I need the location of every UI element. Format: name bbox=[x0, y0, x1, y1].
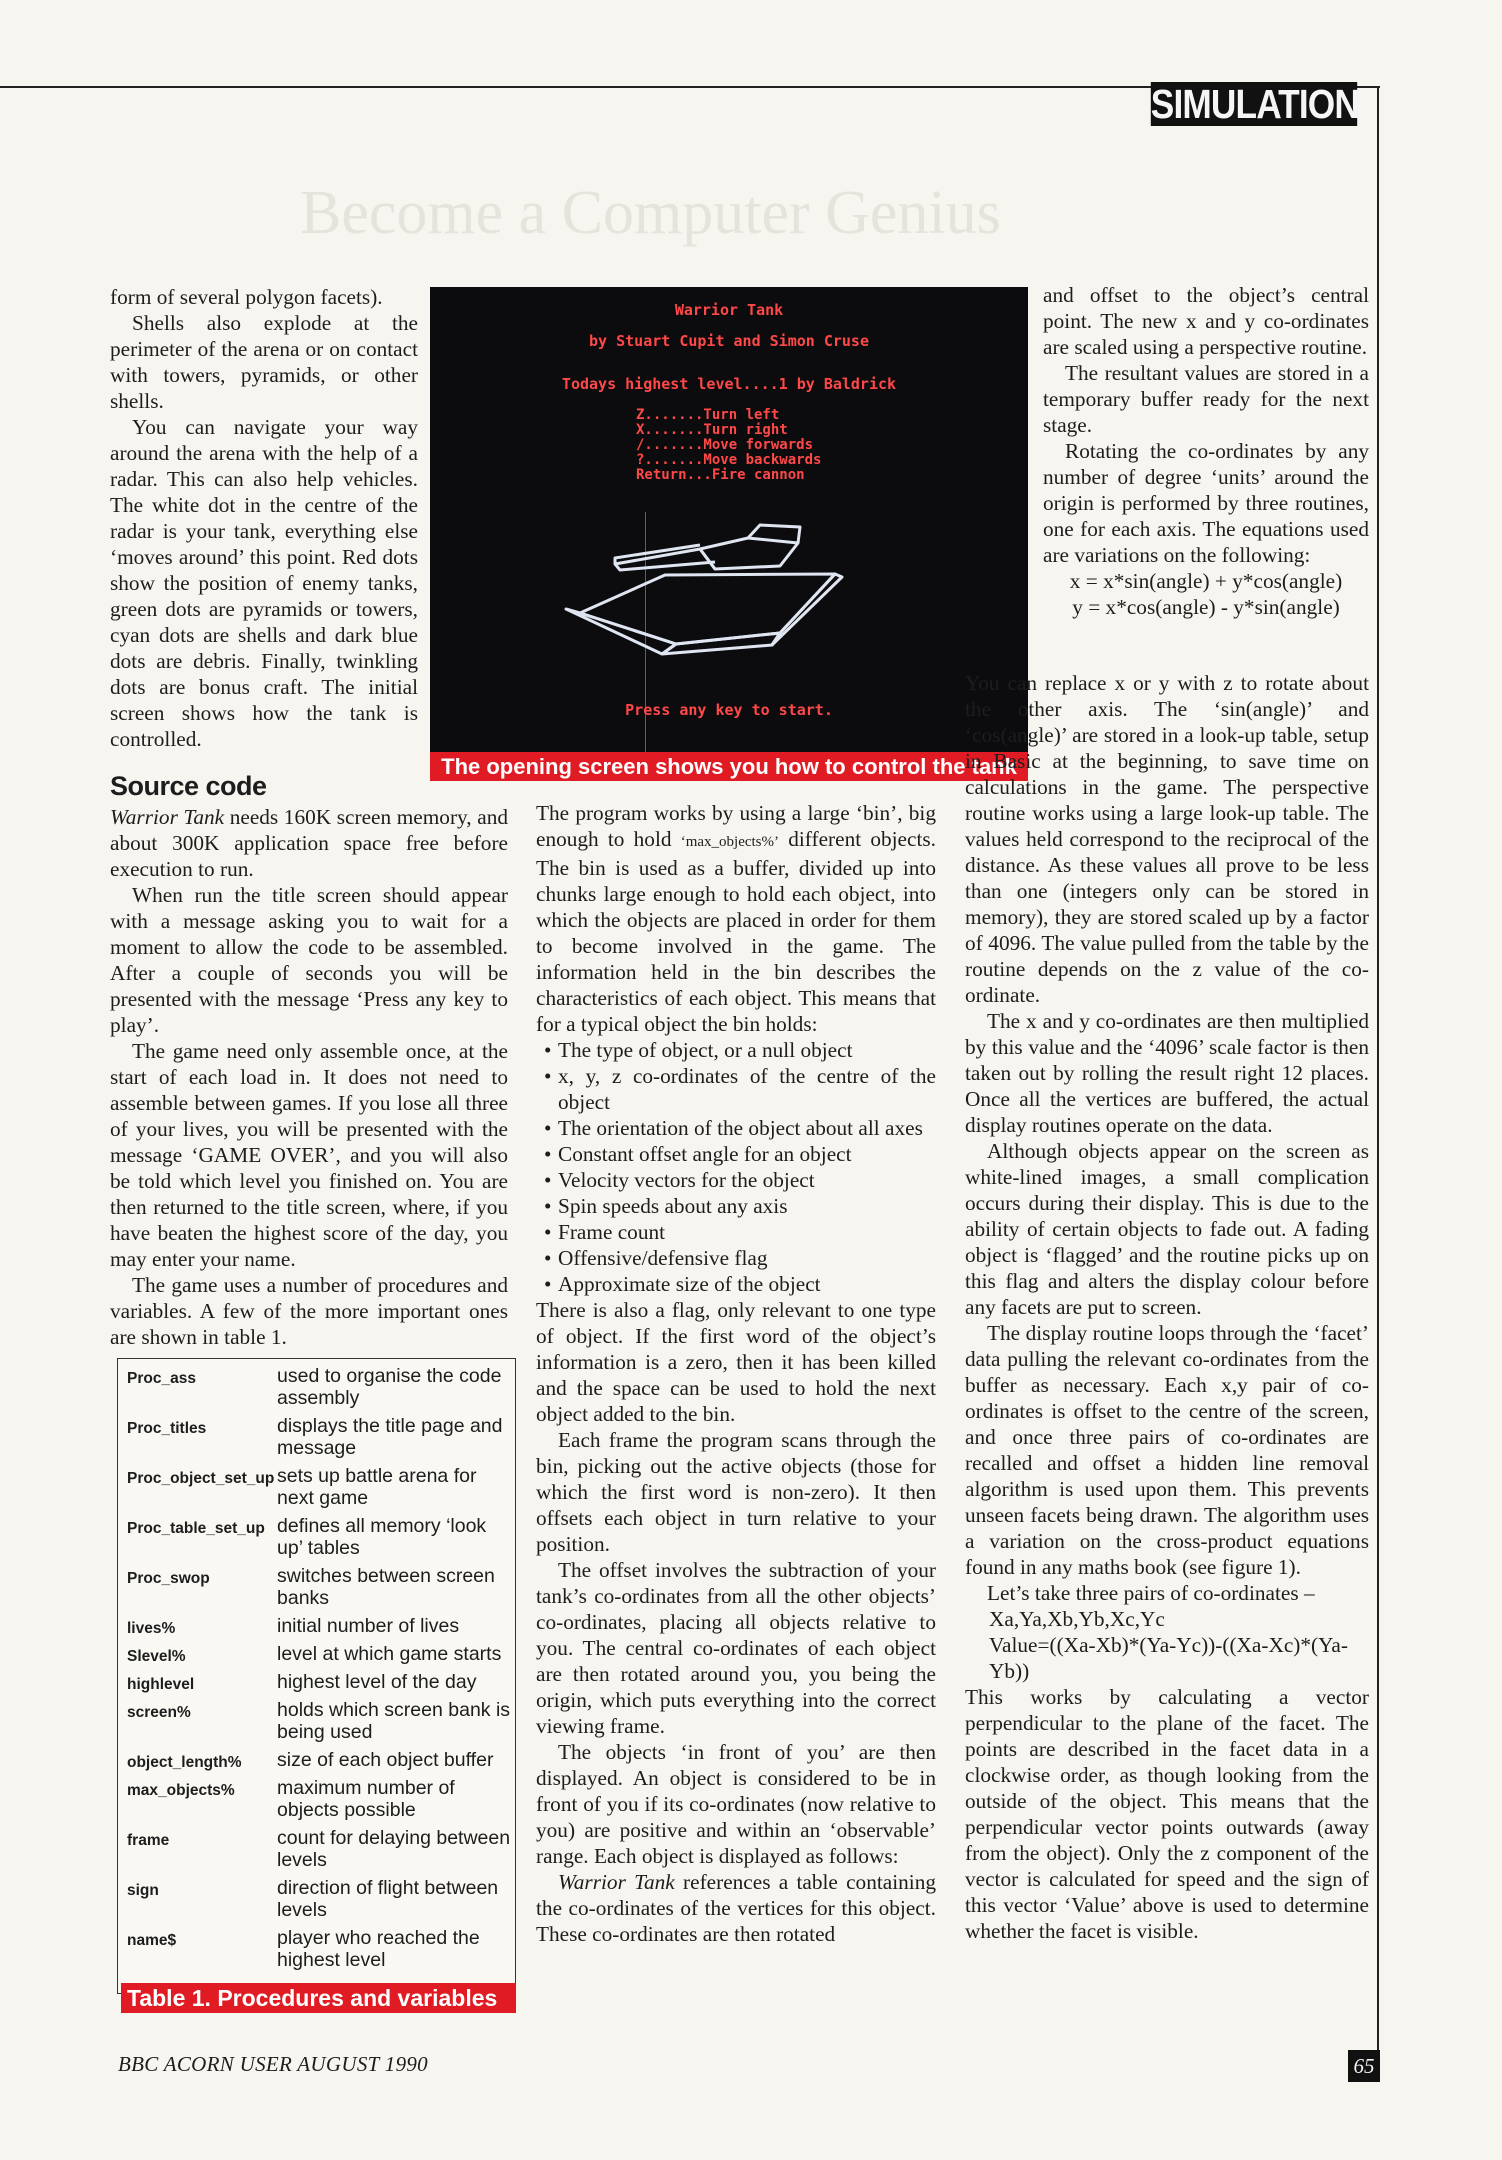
column-1 bbox=[110, 284, 418, 752]
col1-para-2: Shells also explode at the perimeter of the arena or on contact with towers, pyramids, or other shells. bbox=[110, 311, 418, 413]
proc-desc: player who reached the highest level bbox=[277, 1927, 480, 1971]
game-screenshot bbox=[430, 287, 1028, 777]
table-row bbox=[118, 1413, 515, 1463]
col1-para-3: You can navigate your way around the arena with the help of a radar. This can also help vehicles. The white dot in the centre of the radar is your tank, everything else ‘moves around’ this point. Red dots show the position of enemy tanks, green dots are pyramids or towers, cyan dots are shells and dark blue dots are debris. Finally, twinkling dots are bonus craft. The initial screen shows how the tank is controlled. bbox=[110, 415, 418, 751]
procedures-table bbox=[118, 1363, 515, 1975]
col3-para-5: The x and y co-ordinates are then multiplied by this value and the ‘4096’ scale factor is then taken out by rolling the result right 12 places. Once all the vertices are buffered, the actual display routines operate on the data. bbox=[965, 1009, 1369, 1137]
equation-1: x = x*sin(angle) + y*cos(angle) bbox=[1069, 569, 1343, 593]
col3-para-11: This works by calculating a vector perpendicular to the plane of the facet. The points are described in the facet data in a clockwise order, as though looking from the outside of the object. This means that the perpendicular vector points outwards (away from the object). Only the z component of the vector is calculated for speed and the sign of this vector ‘Value’ above is used to determine whether the facet is visible. bbox=[965, 1685, 1369, 1943]
list-item: • Velocity vectors for the object bbox=[536, 1167, 936, 1193]
proc-desc: switches between screen banks bbox=[277, 1565, 495, 1609]
table-row bbox=[118, 1925, 515, 1975]
proc-name: Proc_object_set_up bbox=[127, 1470, 275, 1487]
proc-name: screen% bbox=[127, 1704, 191, 1721]
proc-desc: direction of flight between levels bbox=[277, 1877, 499, 1921]
column-1-lower bbox=[110, 758, 508, 1350]
proc-desc: maximum number of objects possible bbox=[277, 1777, 455, 1821]
page-number: 65 bbox=[1348, 2050, 1380, 2082]
proc-name: name$ bbox=[127, 1932, 177, 1949]
screenshot-credits: by Stuart Cupit and Simon Cruse bbox=[589, 332, 869, 350]
list-item: • Spin speeds about any axis bbox=[536, 1193, 936, 1219]
col2-para-2: There is also a flag, only relevant to one type of object. If the first word of the object’s information is a zero, then it has been killed and the space can be used to hold the next object added to the bin. bbox=[536, 1298, 936, 1426]
table-row bbox=[118, 1669, 515, 1697]
table-row bbox=[118, 1363, 515, 1413]
col1-para-4-text: needs 160K screen memory, and about 300K application space free before execution to run. bbox=[110, 805, 508, 881]
proc-desc: level at which game starts bbox=[277, 1643, 502, 1665]
proc-name: sign bbox=[127, 1882, 159, 1899]
table-row bbox=[118, 1613, 515, 1641]
table-row bbox=[118, 1463, 515, 1513]
column-3 bbox=[1043, 282, 1369, 620]
proc-name: Proc_swop bbox=[127, 1570, 210, 1587]
right-rule bbox=[1377, 86, 1379, 2066]
proc-desc: initial number of lives bbox=[277, 1615, 460, 1637]
proc-name: frame bbox=[127, 1832, 170, 1849]
value-equation: Value=((Xa-Xb)*(Ya-Yc))-((Xa-Xc)*(Ya-Yb)) bbox=[989, 1633, 1348, 1683]
table-row bbox=[118, 1641, 515, 1669]
column-3-wide bbox=[965, 670, 1369, 1944]
control-line: ?.......Move backwards bbox=[636, 452, 822, 468]
control-line: /.......Move forwards bbox=[636, 437, 814, 453]
game-title-em: Warrior Tank bbox=[558, 1870, 675, 1894]
col2-para-1-a: The program works by using a large ‘bin’, big enough to hold bbox=[536, 801, 936, 851]
col3-para-3: Rotating the co-ordinates by any number of degree ‘units’ around the origin is performed by three routines, one for each axis. The equations used are variations on the following: bbox=[1043, 439, 1369, 567]
proc-desc: size of each object buffer bbox=[277, 1749, 494, 1771]
table-row bbox=[118, 1775, 515, 1825]
proc-desc: defines all memory ‘look up’ tables bbox=[277, 1515, 487, 1559]
proc-name: Slevel% bbox=[127, 1648, 186, 1665]
table-caption: Table 1. Procedures and variables bbox=[121, 1983, 516, 2013]
proc-desc: count for delaying between levels bbox=[277, 1827, 511, 1871]
list-item: • Frame count bbox=[536, 1219, 936, 1245]
source-code-heading: Source code bbox=[110, 771, 267, 801]
proc-name: object_length% bbox=[127, 1754, 242, 1771]
ghost-heading: Become a Computer Genius bbox=[300, 179, 1001, 247]
proc-desc: used to organise the code assembly bbox=[277, 1365, 502, 1409]
col2-para-5: The objects ‘in front of you’ are then displayed. An object is considered to be in front of you if its co-ordinates (now relative to you) are positive and within an ‘observable’ range. Each object is displayed as follows: bbox=[536, 1740, 936, 1868]
control-line: Z.......Turn left bbox=[636, 407, 780, 423]
table-row bbox=[118, 1747, 515, 1775]
list-item: • Approximate size of the object bbox=[536, 1271, 936, 1297]
col2-para-3: Each frame the program scans through the bin, picking out the active objects (those for which the first word is non-zero). It then offsets each object in turn relative to your position. bbox=[536, 1428, 936, 1556]
list-item: • Offensive/defensive flag bbox=[536, 1245, 936, 1271]
col2-para-4: The offset involves the subtraction of your tank’s co-ordinates from all the other objects’ co-ordinates, placing all objects relative to you. The central co-ordinates of each object are then rotated around you, you being the origin, which puts everything into the correct viewing frame. bbox=[536, 1558, 936, 1738]
bin-contents-list bbox=[536, 1037, 936, 1297]
proc-name: Proc_ass bbox=[127, 1370, 196, 1387]
proc-desc: displays the title page and message bbox=[277, 1415, 503, 1459]
screenshot-prompt: Press any key to start. bbox=[625, 701, 833, 719]
col1-para-5: When run the title screen should appear with a message asking you to wait for a moment to allow the code to be assembled. After a couple of seconds you will be presented with the message ‘Press any key to play’. bbox=[110, 883, 508, 1037]
column-2 bbox=[536, 800, 936, 1947]
proc-name: highlevel bbox=[127, 1676, 195, 1693]
col3-para-1: and offset to the object’s central point. The new x and y co-ordinates are scaled using a perspective routine. bbox=[1043, 283, 1369, 359]
col3-para-8: Let’s take three pairs of co-ordinates – bbox=[987, 1581, 1315, 1605]
col3-para-6: Although objects appear on the screen as white-lined images, a small complication occurs during their display. This is due to the ability of certain objects to fade out. A fading object is ‘flagged’ and the routine picks up on this flag and alters the display colour before any facets are put to screen. bbox=[965, 1139, 1369, 1319]
col1-para-1: form of several polygon facets). bbox=[110, 285, 383, 309]
equation-2: y = x*cos(angle) - y*sin(angle) bbox=[1072, 595, 1340, 619]
control-line: X.......Turn right bbox=[636, 422, 788, 438]
col1-para-4 bbox=[110, 804, 508, 882]
col2-para-1-b: different objects. The bin is used as a buffer, divided up into chunks large enough to hold each object, into which the objects are placed in order for them to become involved in the game. The information held in the bin describes the characteristics of each object. This means that for a typical object the bin holds: bbox=[536, 827, 936, 1036]
screenshot-highest: Todays highest level....1 by Baldrick bbox=[561, 375, 897, 393]
game-title-em: Warrior Tank bbox=[110, 805, 225, 829]
list-item: • Constant offset angle for an object bbox=[536, 1141, 936, 1167]
col2-para-6 bbox=[536, 1869, 936, 1947]
section-banner: SIMULATION bbox=[1150, 81, 1359, 127]
proc-name: lives% bbox=[127, 1620, 176, 1637]
col2-para-6-text: references a table containing the co-ordinates of the vertices for this object. These co-ordinates are then rotated bbox=[536, 1870, 937, 1946]
table-row bbox=[118, 1563, 515, 1613]
col1-para-7: The game uses a number of procedures and variables. A few of the more important ones are shown in table 1. bbox=[110, 1273, 508, 1349]
proc-desc: highest level of the day bbox=[277, 1671, 477, 1693]
proc-name: Proc_titles bbox=[127, 1420, 207, 1437]
max-objects-inline: ‘max_objects%’ bbox=[680, 834, 780, 850]
list-item: • x, y, z co-ordinates of the centre of the object bbox=[536, 1063, 936, 1115]
proc-name: max_objects% bbox=[127, 1782, 235, 1799]
table-procedures bbox=[117, 1358, 516, 1994]
screenshot-title: Warrior Tank bbox=[674, 301, 784, 319]
table-row bbox=[118, 1513, 515, 1563]
table-row bbox=[118, 1875, 515, 1925]
list-item: • The orientation of the object about all axes bbox=[536, 1115, 936, 1141]
proc-desc: sets up battle arena for next game bbox=[277, 1465, 477, 1509]
col1-para-6: The game need only assemble once, at the start of each load in. It does not need to assemble between games. If you lose all three of your lives, you will be presented with the message ‘GAME OVER’, and you will also be told which level you finished on. You are then returned to the title screen, where, if you have beaten the highest score of the day, you may enter your name. bbox=[110, 1039, 508, 1271]
control-line: Return...Fire cannon bbox=[636, 467, 805, 483]
proc-desc: holds which screen bank is being used bbox=[277, 1699, 511, 1743]
proc-name: Proc_table_set_up bbox=[127, 1520, 265, 1537]
table-row bbox=[118, 1697, 515, 1747]
col3-para-7: The display routine loops through the ‘facet’ data pulling the relevant co-ordinates from the buffer as necessary. Each x,y pair of co-ordinates is offset to the centre of the screen, and once three pairs of co-ordinates are recalled and offset a hidden line removal algorithm is used upon them. This prevents unseen facets being drawn. The algorithm uses a variation on the cross-product equations found in any maths book (see figure 1). bbox=[965, 1321, 1369, 1579]
list-item: • The type of object, or a null object bbox=[536, 1037, 936, 1063]
table-row bbox=[118, 1825, 515, 1875]
col3-para-4: You can replace x or y with z to rotate about the other axis. The ‘sin(angle)’ and ‘cos(angle)’ are stored in a look-up table, setup in Basic at the beginning, to save time on calculations in the game. The perspective routine works using a large look-up table. The values held correspond to the reciprocal of the distance. As these values all prove to be less than one (integers only can be stored in memory), they are stored scaled up by a factor of 4096. The value pulled from the table by the routine depends on the z value of the co-ordinate. bbox=[965, 671, 1369, 1007]
col3-para-2: The resultant values are stored in a temporary buffer ready for the next stage. bbox=[1043, 361, 1369, 437]
coordinate-list: Xa,Ya,Xb,Yb,Xc,Yc bbox=[989, 1607, 1165, 1631]
screenshot-caption: The opening screen shows you how to control the tank bbox=[430, 752, 1028, 781]
footer-publication: BBC ACORN USER AUGUST 1990 bbox=[118, 2052, 428, 2076]
col2-para-1 bbox=[536, 800, 936, 1037]
